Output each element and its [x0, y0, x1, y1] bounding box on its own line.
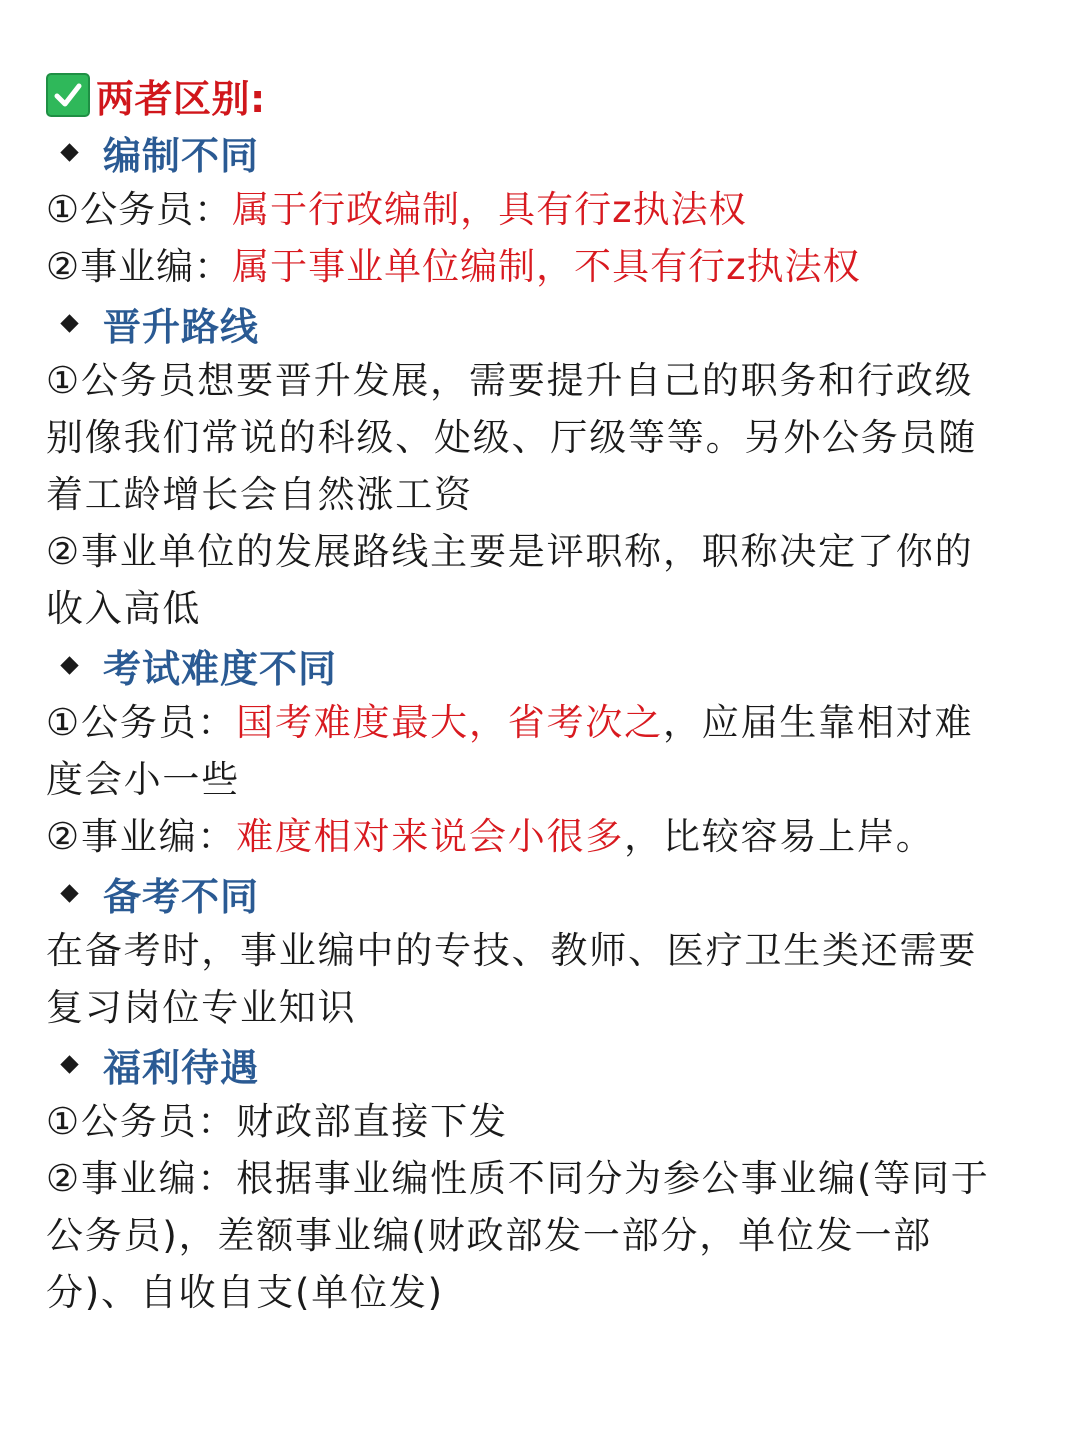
item-paragraph: ②事业单位的发展路线主要是评职称，职称决定了你的收入高低	[46, 530, 974, 630]
item-paragraph: ②事业编：根据事业编性质不同分为参公事业编(等同于公务员)，差额事业编(财政部发一部分，单位发一部分)、自收自支(单位发)	[46, 1157, 990, 1314]
item-prefix: ②事业编：	[46, 815, 237, 858]
section-heading	[46, 1036, 1036, 1093]
section-title: 编制不同	[103, 134, 260, 178]
diamond-bullet-icon	[60, 656, 78, 674]
section-heading	[46, 637, 1036, 694]
item-paragraph	[46, 694, 1006, 808]
diamond-bullet-icon	[60, 143, 78, 161]
item-highlight: 难度相对来说会小很多	[236, 815, 625, 858]
item-suffix: ，比较容易上岸。	[624, 815, 935, 858]
item-prefix: ②事业编：	[46, 245, 233, 288]
diamond-bullet-icon	[60, 314, 78, 332]
section-heading	[46, 865, 1036, 922]
item-highlight: 国考难度最大，省考次之	[236, 701, 663, 744]
diamond-bullet-icon	[60, 1055, 78, 1073]
item-suffix: ，应届生靠相对难度会小一些	[46, 701, 974, 801]
section-heading	[46, 124, 1036, 181]
section-heading	[46, 295, 1036, 352]
item-paragraph: ①公务员：财政部直接下发	[46, 1100, 508, 1143]
title-row	[46, 66, 1036, 124]
document	[46, 66, 1036, 1321]
item-prefix: ①公务员：	[46, 188, 233, 231]
item-line	[46, 238, 1036, 295]
item-paragraph: 在备考时，事业编中的专技、教师、医疗卫生类还需要复习岗位专业知识	[46, 929, 978, 1029]
section-title: 晋升路线	[103, 305, 260, 349]
section-title: 备考不同	[103, 875, 260, 919]
item-paragraph	[46, 808, 1006, 865]
item-paragraph: ①公务员想要晋升发展，需要提升自己的职务和行政级别像我们常说的科级、处级、厅级等等。另外公务员随着工龄增长会自然涨工资	[46, 359, 978, 516]
item-highlight: 属于行政编制，具有行z执法权	[232, 188, 747, 231]
item-line	[46, 181, 1036, 238]
item-prefix: ①公务员：	[46, 701, 237, 744]
page-title: 两者区别:	[96, 76, 266, 121]
section-title: 福利待遇	[103, 1046, 260, 1090]
item-highlight: 属于事业单位编制，不具有行z执法权	[232, 245, 861, 288]
section-title: 考试难度不同	[103, 647, 338, 691]
check-mark-icon	[46, 73, 90, 117]
diamond-bullet-icon	[60, 884, 78, 902]
